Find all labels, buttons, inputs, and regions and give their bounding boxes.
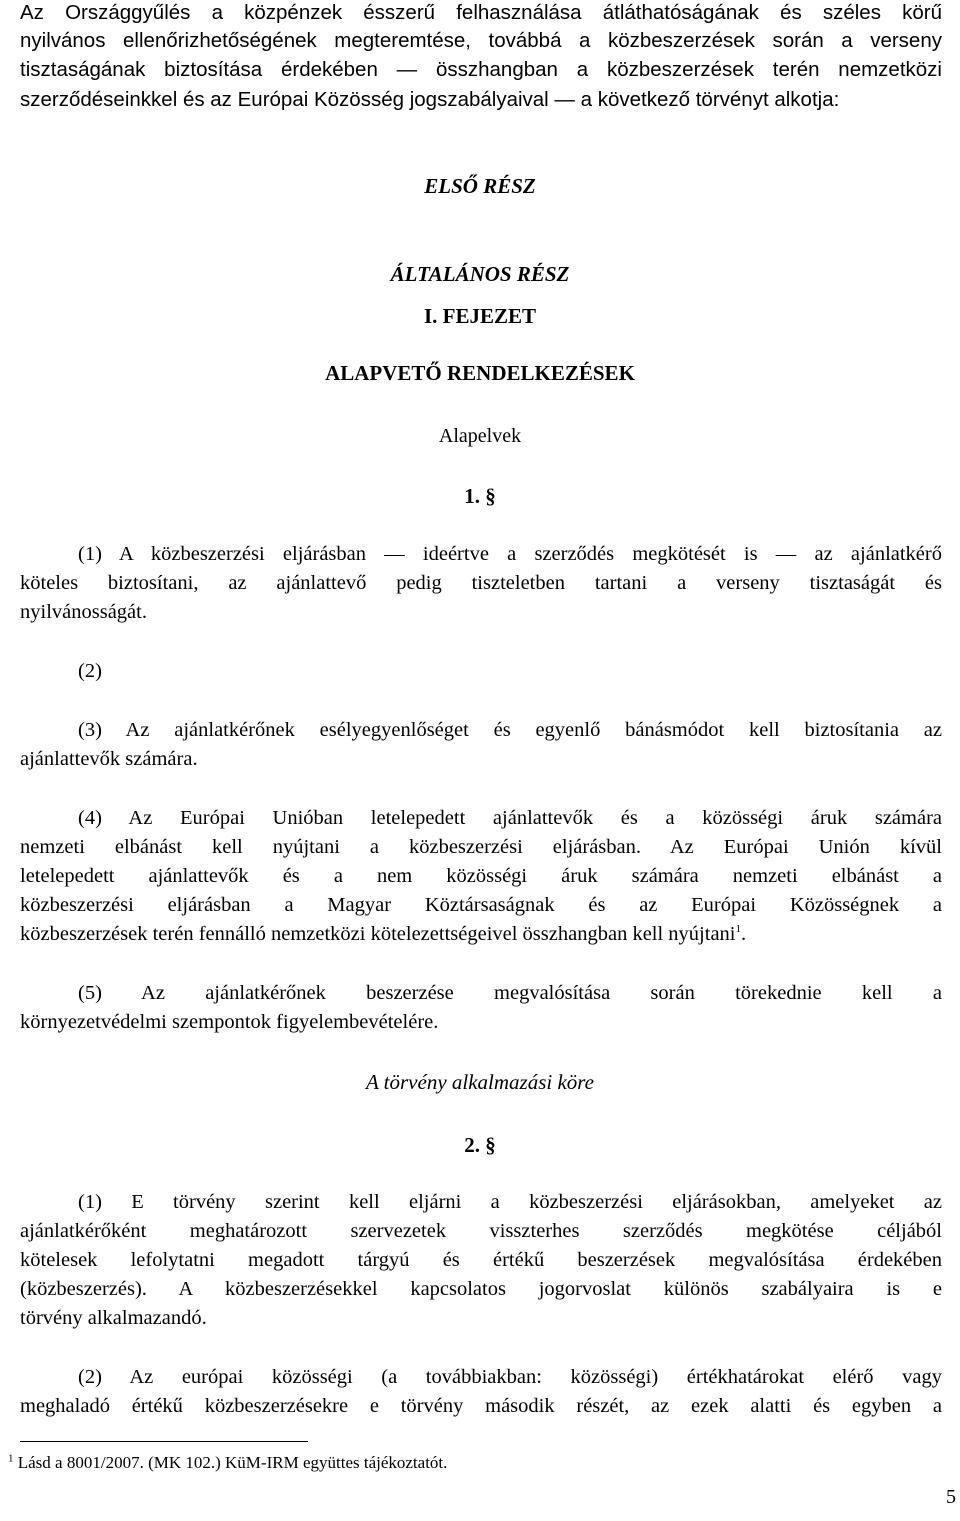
chapter-title-heading: ALAPVETŐ RENDELKEZÉSEK bbox=[325, 361, 635, 385]
paragraph-line: kötelesek lefolytatni megadott tárgyú és értékű beszerzések megvalósítása érdekében bbox=[20, 1249, 942, 1271]
footnote-text: Lásd a 8001/2007. (MK 102.) KüM-IRM együttes tájékoztatót. bbox=[17, 1453, 448, 1472]
section-1-paragraph-2: (2) bbox=[78, 660, 102, 682]
paragraph-line: nemzeti elbánást kell nyújtani a közbeszerzési eljárásban. Az Európai Unión kívül bbox=[20, 836, 942, 858]
footnote-number: 1 bbox=[8, 1452, 14, 1465]
paragraph-line: (2) Az európai közösségi (a továbbiakban: közösségi) értékhatárokat elérő vagy bbox=[78, 1366, 942, 1388]
paragraph-line: (4) Az Európai Unióban letelepedett ajánlattevők és a közösségi áruk számára bbox=[78, 807, 942, 829]
paragraph-line: ajánlatkérőként meghatározott szervezetek visszterhes szerződés megkötése céljából bbox=[20, 1220, 942, 1242]
footnote-separator bbox=[20, 1441, 308, 1442]
preamble-line: szerződéseinkkel és az Európai Közösség jogszabályaival — a következő törvényt alkotja: bbox=[20, 88, 840, 111]
chapter-heading: I. FEJEZET bbox=[423, 304, 537, 328]
part-title-heading: ÁLTALÁNOS RÉSZ bbox=[390, 262, 570, 286]
section-number-2: 2. § bbox=[464, 1133, 496, 1157]
paragraph-line: környezetvédelmi szempontok figyelembevételére. bbox=[20, 1011, 439, 1033]
paragraph-line: meghaladó értékű közbeszerzésekre e törvény második részét, az ezek alatti és egyben a bbox=[20, 1395, 942, 1417]
page-number: 5 bbox=[946, 1486, 956, 1508]
paragraph-line: ajánlattevők számára. bbox=[20, 748, 198, 770]
paragraph-text: közbeszerzések terén fennálló nemzetközi kötelezettségeivel összhangban kell nyújtani bbox=[20, 923, 736, 945]
paragraph-line: letelepedett ajánlattevők és a nem közösségi áruk számára nemzeti elbánást a bbox=[20, 865, 942, 887]
paragraph-line: (5) Az ajánlatkérőnek beszerzése megvalósítása során törekednie kell a bbox=[78, 982, 942, 1004]
part-heading: ELSŐ RÉSZ bbox=[424, 174, 536, 198]
preamble-line: nyilvános ellenőrizhetőségének megteremtése, továbbá a közbeszerzések során a verseny bbox=[20, 29, 942, 52]
section-number-1: 1. § bbox=[464, 484, 496, 508]
paragraph-line: (3) Az ajánlatkérőnek esélyegyenlőséget és egyenlő bánásmódot kell biztosítania az bbox=[78, 719, 942, 741]
paragraph-line: nyilvánosságát. bbox=[20, 601, 147, 623]
paragraph-line: (közbeszerzés). A közbeszerzésekkel kapcsolatos jogorvoslat különös szabályaira is e bbox=[20, 1278, 942, 1300]
paragraph-line-with-footnote bbox=[20, 920, 942, 949]
paragraph-end: . bbox=[741, 923, 747, 945]
subtitle-scope: A törvény alkalmazási köre bbox=[365, 1070, 595, 1094]
footnote-reference[interactable]: 1 bbox=[735, 923, 741, 936]
paragraph-line: törvény alkalmazandó. bbox=[20, 1307, 207, 1329]
paragraph-line: (1) E törvény szerint kell eljárni a közbeszerzési eljárásokban, amelyeket az bbox=[78, 1191, 942, 1213]
paragraph-line: (1) A közbeszerzési eljárásban — ideértve a szerződés megkötését is — az ajánlatkérő bbox=[78, 543, 942, 565]
footnote bbox=[8, 1452, 447, 1474]
preamble-line: Az Országgyűlés a közpénzek ésszerű felhasználása átláthatóságának és széles körű bbox=[20, 1, 942, 24]
paragraph-line: köteles biztosítani, az ajánlattevő pedig tiszteletben tartani a verseny tisztaságát és bbox=[20, 572, 942, 594]
preamble-line: tisztaságának biztosítása érdekében — összhangban a közbeszerzések terén nemzetközi bbox=[20, 58, 942, 81]
subtitle-alapelvek: Alapelvek bbox=[438, 425, 522, 447]
paragraph-line: közbeszerzési eljárásban a Magyar Köztársaságnak és az Európai Közösségnek a bbox=[20, 894, 942, 916]
